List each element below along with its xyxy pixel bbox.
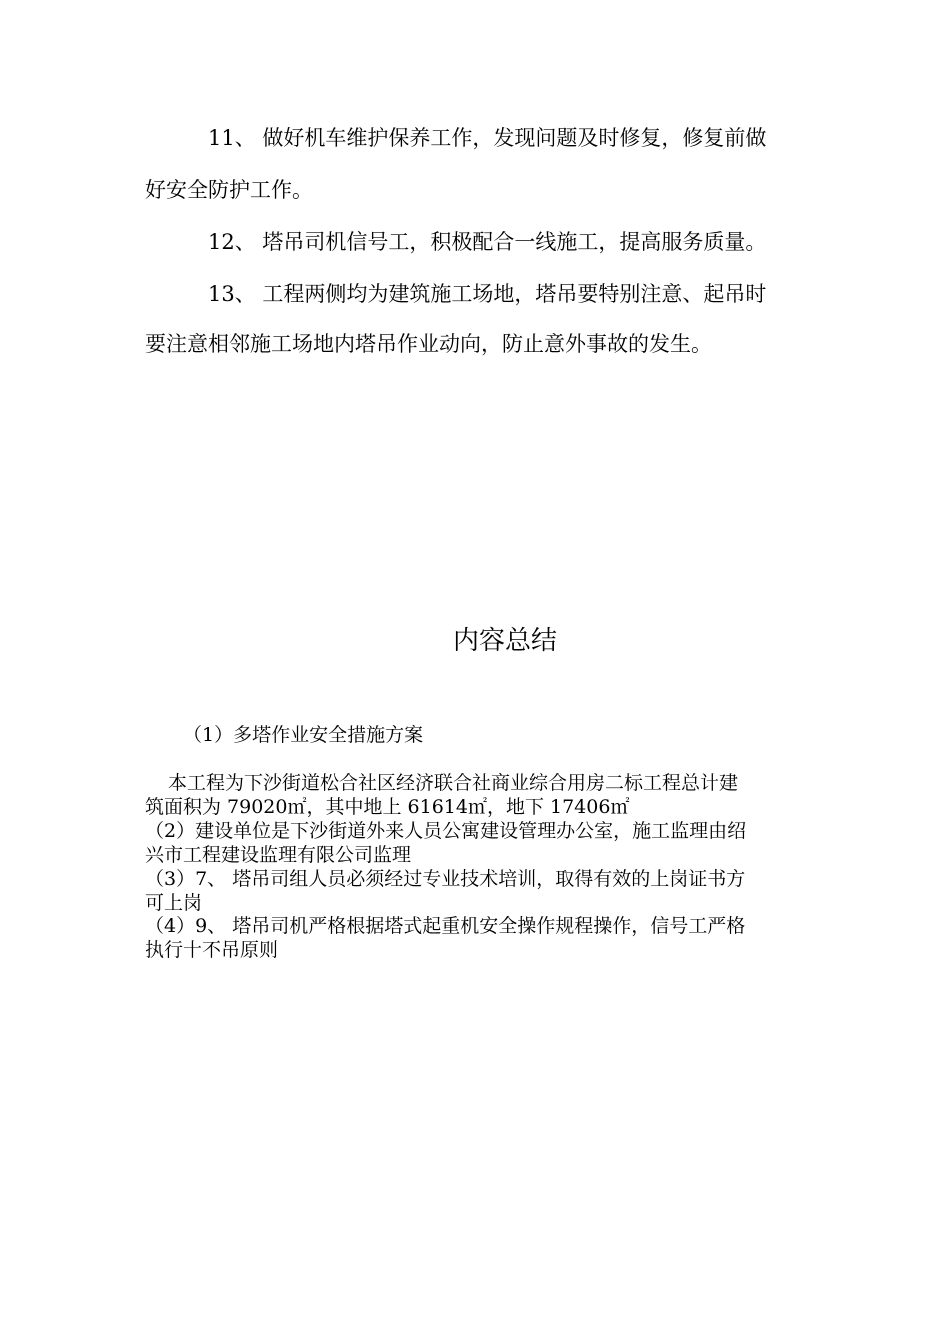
item-11-line-2: 好安全防护工作。 bbox=[145, 178, 313, 202]
summary-point-3-line-1: （3）7、 塔吊司组人员必须经过专业技术培训，取得有效的上岗证书方 bbox=[145, 868, 746, 890]
item-11-line-1: 11、 做好机车维护保养工作，发现问题及时修复，修复前做 bbox=[208, 126, 767, 150]
item-12-line-1: 12、 塔吊司机信号工，积极配合一线施工，提高服务质量。 bbox=[208, 230, 767, 254]
summary-para-1-line-2: 筑面积为 79020㎡，其中地上 61614㎡，地下 17406㎡ bbox=[145, 796, 630, 818]
summary-point-4-line-1: （4）9、 塔吊司机严格根据塔式起重机安全操作规程操作，信号工严格 bbox=[145, 915, 746, 937]
summary-title: 内容总结 bbox=[452, 626, 557, 656]
summary-point-1: （1）多塔作业安全措施方案 bbox=[183, 724, 424, 746]
summary-para-1-line-1: 本工程为下沙街道松合社区经济联合社商业综合用房二标工程总计建 bbox=[168, 772, 739, 794]
item-13-line-2: 要注意相邻施工场地内塔吊作业动向，防止意外事故的发生。 bbox=[145, 332, 712, 356]
summary-point-4-line-2: 执行十不吊原则 bbox=[145, 939, 279, 961]
summary-point-3-line-2: 可上岗 bbox=[145, 892, 203, 914]
item-13-line-1: 13、 工程两侧均为建筑施工场地，塔吊要特别注意、起吊时 bbox=[208, 282, 767, 306]
summary-point-2-line-2: 兴市工程建设监理有限公司监理 bbox=[145, 844, 412, 866]
summary-point-2-line-1: （2）建设单位是下沙街道外来人员公寓建设管理办公室，施工监理由绍 bbox=[145, 820, 747, 842]
